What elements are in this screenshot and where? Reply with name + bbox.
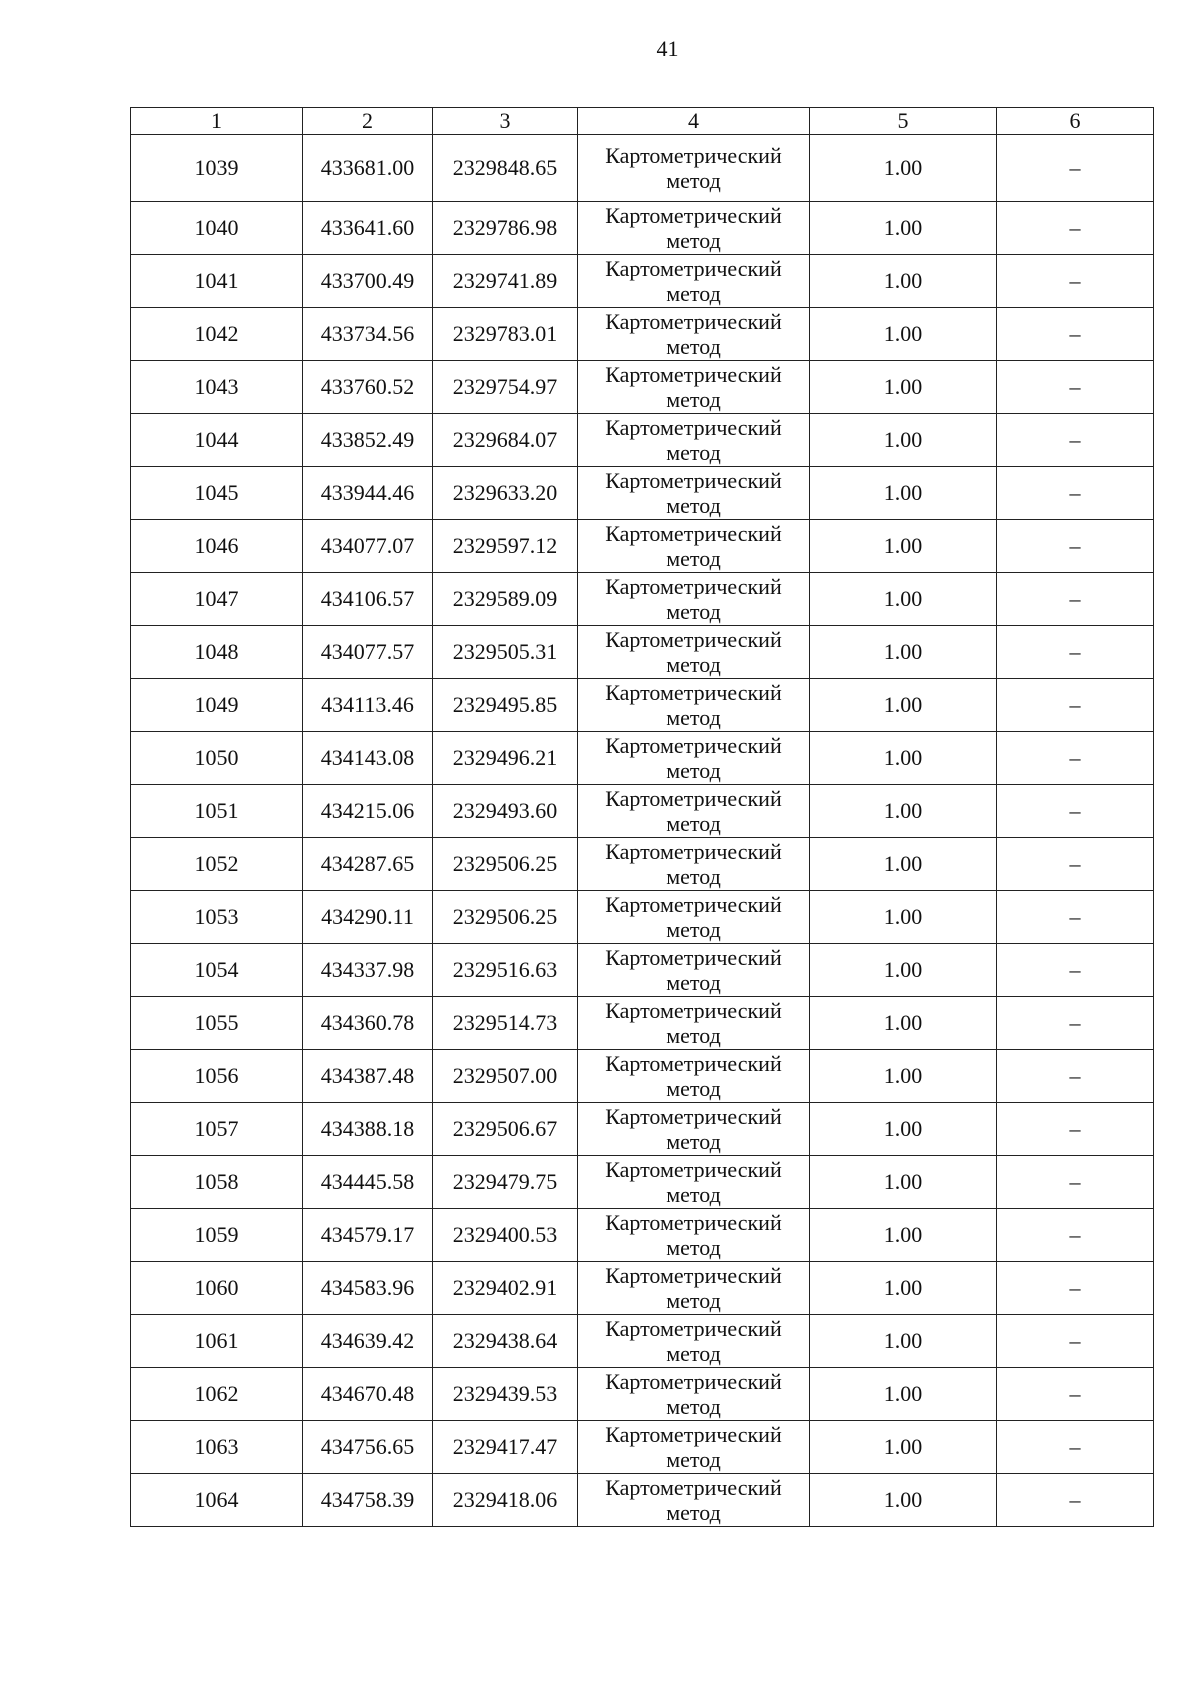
point-number-cell: 1061 [131,1315,303,1368]
table-row [131,1315,1154,1368]
point-number-cell: 1048 [131,626,303,679]
method-cell [578,1156,810,1209]
method-text: метод [666,1394,721,1419]
method-text: Картометрический [605,362,782,387]
method-cell [578,1103,810,1156]
method-cell [578,679,810,732]
method-cell [578,1209,810,1262]
method-text: Картометрический [605,203,782,228]
y-coordinate-cell: 2329493.60 [433,785,578,838]
table-row [131,361,1154,414]
point-number-cell: 1043 [131,361,303,414]
point-number-cell: 1045 [131,467,303,520]
x-coordinate-cell: 434287.65 [303,838,433,891]
accuracy-cell: 1.00 [810,626,997,679]
accuracy-cell: 1.00 [810,997,997,1050]
note-cell: – [997,202,1154,255]
method-text: метод [666,917,721,942]
accuracy-cell: 1.00 [810,944,997,997]
table-row [131,255,1154,308]
point-number-cell: 1055 [131,997,303,1050]
table-row [131,1103,1154,1156]
x-coordinate-cell: 434143.08 [303,732,433,785]
y-coordinate-cell: 2329417.47 [433,1421,578,1474]
x-coordinate-cell: 434579.17 [303,1209,433,1262]
table-row [131,679,1154,732]
point-number-cell: 1053 [131,891,303,944]
y-coordinate-cell: 2329516.63 [433,944,578,997]
method-text: Картометрический [605,574,782,599]
y-coordinate-cell: 2329505.31 [433,626,578,679]
method-text: Картометрический [605,521,782,546]
method-text: Картометрический [605,1157,782,1182]
method-text: метод [666,168,721,193]
note-cell: – [997,520,1154,573]
note-cell: – [997,785,1154,838]
method-text: метод [666,1023,721,1048]
x-coordinate-cell: 433760.52 [303,361,433,414]
column-header: 4 [578,108,810,135]
method-cell [578,361,810,414]
y-coordinate-cell: 2329496.21 [433,732,578,785]
accuracy-cell: 1.00 [810,732,997,785]
point-number-cell: 1039 [131,135,303,202]
point-number-cell: 1049 [131,679,303,732]
note-cell: – [997,997,1154,1050]
table-row [131,202,1154,255]
note-cell: – [997,1156,1154,1209]
point-number-cell: 1052 [131,838,303,891]
method-text: метод [666,334,721,359]
method-text: Картометрический [605,256,782,281]
column-header: 1 [131,108,303,135]
method-cell [578,520,810,573]
method-text: Картометрический [605,415,782,440]
method-text: Картометрический [605,1051,782,1076]
method-cell [578,1474,810,1527]
method-text: Картометрический [605,1475,782,1500]
note-cell: – [997,361,1154,414]
y-coordinate-cell: 2329400.53 [433,1209,578,1262]
table-row [131,520,1154,573]
table-row [131,573,1154,626]
accuracy-cell: 1.00 [810,1209,997,1262]
table-row [131,785,1154,838]
x-coordinate-cell: 434215.06 [303,785,433,838]
method-text: метод [666,1235,721,1260]
y-coordinate-cell: 2329438.64 [433,1315,578,1368]
method-text: метод [666,493,721,518]
method-cell [578,414,810,467]
accuracy-cell: 1.00 [810,414,997,467]
accuracy-cell: 1.00 [810,361,997,414]
table-row [131,1209,1154,1262]
header-row [131,108,1154,135]
method-text: Картометрический [605,1104,782,1129]
x-coordinate-cell: 434639.42 [303,1315,433,1368]
method-cell [578,573,810,626]
method-text: Картометрический [605,309,782,334]
y-coordinate-cell: 2329597.12 [433,520,578,573]
method-text: метод [666,652,721,677]
point-number-cell: 1054 [131,944,303,997]
accuracy-cell: 1.00 [810,1156,997,1209]
x-coordinate-cell: 433944.46 [303,467,433,520]
point-number-cell: 1044 [131,414,303,467]
note-cell: – [997,1474,1154,1527]
y-coordinate-cell: 2329439.53 [433,1368,578,1421]
x-coordinate-cell: 434113.46 [303,679,433,732]
column-header: 5 [810,108,997,135]
point-number-cell: 1050 [131,732,303,785]
method-cell [578,732,810,785]
page-number: 41 [656,36,679,61]
method-text: метод [666,599,721,624]
method-text: метод [666,387,721,412]
method-cell [578,308,810,361]
method-cell [578,135,810,202]
note-cell: – [997,891,1154,944]
method-text: метод [666,1076,721,1101]
column-header: 2 [303,108,433,135]
method-text: Картометрический [605,892,782,917]
table-row [131,308,1154,361]
method-text: Картометрический [605,1369,782,1394]
method-text: метод [666,440,721,465]
point-number-cell: 1042 [131,308,303,361]
method-text: Картометрический [605,1316,782,1341]
point-number-cell: 1051 [131,785,303,838]
method-text: метод [666,1182,721,1207]
method-text: Картометрический [605,786,782,811]
method-cell [578,255,810,308]
note-cell: – [997,414,1154,467]
note-cell: – [997,1368,1154,1421]
accuracy-cell: 1.00 [810,202,997,255]
note-cell: – [997,467,1154,520]
table-row [131,467,1154,520]
table-row [131,414,1154,467]
method-cell [578,1368,810,1421]
y-coordinate-cell: 2329514.73 [433,997,578,1050]
method-text: метод [666,758,721,783]
accuracy-cell: 1.00 [810,785,997,838]
accuracy-cell: 1.00 [810,1315,997,1368]
method-cell [578,1262,810,1315]
note-cell: – [997,573,1154,626]
x-coordinate-cell: 434583.96 [303,1262,433,1315]
note-cell: – [997,626,1154,679]
y-coordinate-cell: 2329495.85 [433,679,578,732]
x-coordinate-cell: 434360.78 [303,997,433,1050]
method-text: Картометрический [605,627,782,652]
x-coordinate-cell: 434106.57 [303,573,433,626]
method-cell [578,838,810,891]
note-cell: – [997,1103,1154,1156]
method-text: метод [666,1288,721,1313]
y-coordinate-cell: 2329589.09 [433,573,578,626]
x-coordinate-cell: 433852.49 [303,414,433,467]
y-coordinate-cell: 2329418.06 [433,1474,578,1527]
x-coordinate-cell: 434758.39 [303,1474,433,1527]
accuracy-cell: 1.00 [810,1421,997,1474]
note-cell: – [997,1262,1154,1315]
method-text: метод [666,546,721,571]
y-coordinate-cell: 2329479.75 [433,1156,578,1209]
x-coordinate-cell: 434445.58 [303,1156,433,1209]
x-coordinate-cell: 434388.18 [303,1103,433,1156]
method-text: метод [666,1341,721,1366]
table-row [131,1050,1154,1103]
x-coordinate-cell: 433681.00 [303,135,433,202]
method-text: Картометрический [605,945,782,970]
point-number-cell: 1046 [131,520,303,573]
method-text: Картометрический [605,680,782,705]
accuracy-cell: 1.00 [810,891,997,944]
point-number-cell: 1064 [131,1474,303,1527]
point-number-cell: 1063 [131,1421,303,1474]
y-coordinate-cell: 2329402.91 [433,1262,578,1315]
table-row [131,891,1154,944]
method-cell [578,467,810,520]
y-coordinate-cell: 2329684.07 [433,414,578,467]
table-row [131,997,1154,1050]
method-cell [578,626,810,679]
table-row [131,944,1154,997]
note-cell: – [997,944,1154,997]
method-text: метод [666,705,721,730]
note-cell: – [997,255,1154,308]
note-cell: – [997,1209,1154,1262]
x-coordinate-cell: 434337.98 [303,944,433,997]
method-text: метод [666,1500,721,1525]
point-number-cell: 1058 [131,1156,303,1209]
method-text: метод [666,281,721,306]
method-text: Картометрический [605,839,782,864]
table-body [131,135,1154,1527]
table-row [131,838,1154,891]
method-text: метод [666,970,721,995]
method-text: Картометрический [605,143,782,168]
accuracy-cell: 1.00 [810,135,997,202]
method-text: Картометрический [605,1210,782,1235]
method-text: Картометрический [605,1263,782,1288]
accuracy-cell: 1.00 [810,1050,997,1103]
column-header: 6 [997,108,1154,135]
y-coordinate-cell: 2329506.25 [433,891,578,944]
x-coordinate-cell: 433734.56 [303,308,433,361]
note-cell: – [997,308,1154,361]
accuracy-cell: 1.00 [810,308,997,361]
point-number-cell: 1041 [131,255,303,308]
method-cell [578,1050,810,1103]
y-coordinate-cell: 2329506.67 [433,1103,578,1156]
coordinates-table [130,107,1154,1527]
method-cell [578,1421,810,1474]
x-coordinate-cell: 434077.07 [303,520,433,573]
x-coordinate-cell: 433700.49 [303,255,433,308]
x-coordinate-cell: 434756.65 [303,1421,433,1474]
x-coordinate-cell: 433641.60 [303,202,433,255]
x-coordinate-cell: 434670.48 [303,1368,433,1421]
method-text: Картометрический [605,733,782,758]
accuracy-cell: 1.00 [810,1474,997,1527]
note-cell: – [997,1050,1154,1103]
accuracy-cell: 1.00 [810,467,997,520]
point-number-cell: 1040 [131,202,303,255]
table-row [131,1474,1154,1527]
point-number-cell: 1060 [131,1262,303,1315]
accuracy-cell: 1.00 [810,1262,997,1315]
method-cell [578,1315,810,1368]
y-coordinate-cell: 2329507.00 [433,1050,578,1103]
method-cell [578,785,810,838]
accuracy-cell: 1.00 [810,573,997,626]
point-number-cell: 1059 [131,1209,303,1262]
table-row [131,135,1154,202]
table-row [131,1368,1154,1421]
method-cell [578,944,810,997]
note-cell: – [997,1315,1154,1368]
method-text: метод [666,811,721,836]
method-text: метод [666,228,721,253]
note-cell: – [997,732,1154,785]
method-cell [578,202,810,255]
table-header [131,108,1154,135]
point-number-cell: 1056 [131,1050,303,1103]
accuracy-cell: 1.00 [810,679,997,732]
method-text: Картометрический [605,1422,782,1447]
point-number-cell: 1062 [131,1368,303,1421]
method-cell [578,997,810,1050]
table-row [131,1262,1154,1315]
method-text: метод [666,864,721,889]
table-row [131,1156,1154,1209]
y-coordinate-cell: 2329633.20 [433,467,578,520]
note-cell: – [997,679,1154,732]
note-cell: – [997,1421,1154,1474]
accuracy-cell: 1.00 [810,1103,997,1156]
y-coordinate-cell: 2329848.65 [433,135,578,202]
table-row [131,1421,1154,1474]
accuracy-cell: 1.00 [810,255,997,308]
x-coordinate-cell: 434290.11 [303,891,433,944]
y-coordinate-cell: 2329506.25 [433,838,578,891]
x-coordinate-cell: 434387.48 [303,1050,433,1103]
method-cell [578,891,810,944]
y-coordinate-cell: 2329741.89 [433,255,578,308]
method-text: Картометрический [605,468,782,493]
accuracy-cell: 1.00 [810,520,997,573]
accuracy-cell: 1.00 [810,838,997,891]
y-coordinate-cell: 2329754.97 [433,361,578,414]
y-coordinate-cell: 2329783.01 [433,308,578,361]
accuracy-cell: 1.00 [810,1368,997,1421]
point-number-cell: 1057 [131,1103,303,1156]
column-header: 3 [433,108,578,135]
method-text: Картометрический [605,998,782,1023]
table-row [131,626,1154,679]
table-row [131,732,1154,785]
note-cell: – [997,838,1154,891]
y-coordinate-cell: 2329786.98 [433,202,578,255]
method-text: метод [666,1447,721,1472]
method-text: метод [666,1129,721,1154]
x-coordinate-cell: 434077.57 [303,626,433,679]
note-cell: – [997,135,1154,202]
point-number-cell: 1047 [131,573,303,626]
